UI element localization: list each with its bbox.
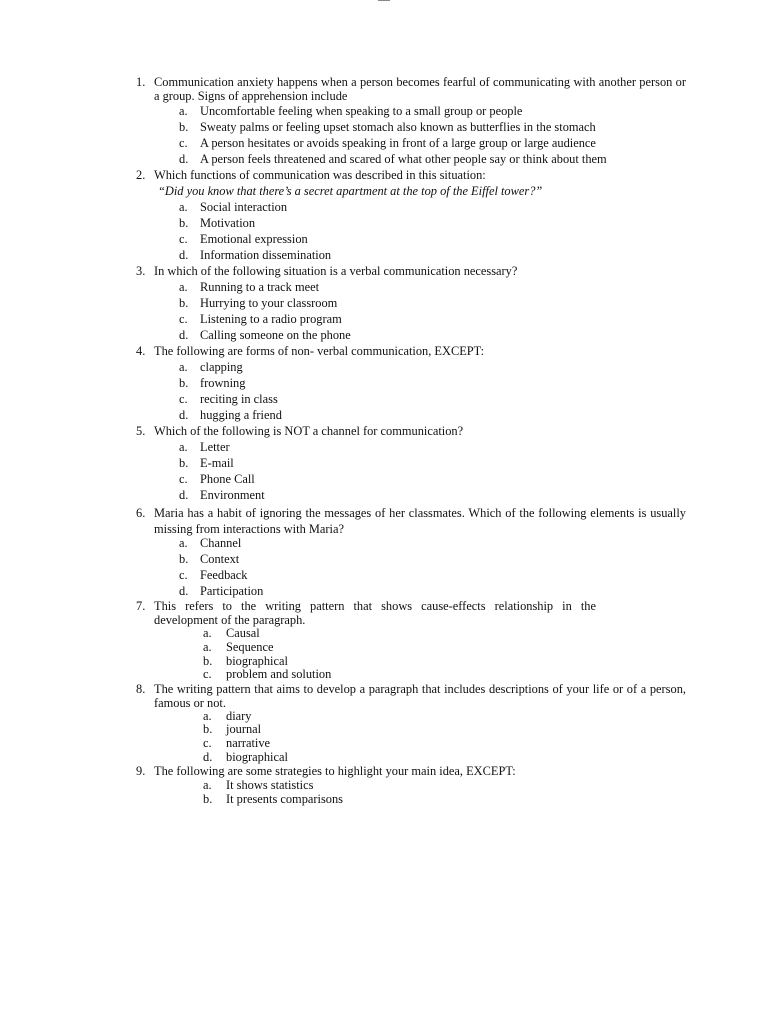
option-2c: [179, 233, 308, 247]
question-4: [136, 345, 686, 359]
option-text: It presents comparisons: [226, 792, 343, 806]
option-5c: [179, 473, 255, 487]
option-letter: d.: [179, 328, 189, 342]
option-1d: [179, 153, 607, 167]
option-text: Causal: [226, 626, 260, 640]
option-text: biographical: [226, 750, 288, 764]
option-text: reciting in class: [200, 392, 278, 406]
question-1: [136, 76, 686, 103]
question-number: 2.: [136, 168, 146, 182]
option-letter: a.: [203, 626, 212, 640]
option-letter: c.: [203, 667, 212, 681]
question-number: 3.: [136, 264, 146, 278]
option-letter: b.: [179, 456, 189, 470]
option-2b: [179, 217, 255, 231]
option-text: E-mail: [200, 456, 234, 470]
option-letter: a.: [203, 709, 212, 723]
option-letter: b.: [179, 216, 189, 230]
option-text: Hurrying to your classroom: [200, 296, 338, 310]
option-letter: a.: [203, 778, 212, 792]
option-letter: a.: [179, 360, 188, 374]
option-letter: c.: [179, 312, 188, 326]
option-letter: c.: [179, 568, 188, 582]
option-text: hugging a friend: [200, 408, 282, 422]
question-number: 5.: [136, 424, 146, 438]
option-letter: b.: [179, 120, 189, 134]
question-text: The following are forms of non- verbal communication, EXCEPT:: [154, 344, 485, 358]
option-9b: [203, 793, 343, 807]
option-6c: [179, 569, 247, 583]
option-4b: [179, 377, 245, 391]
question-number: 7.: [136, 599, 146, 613]
question-number: 1.: [136, 75, 146, 89]
option-text: biographical: [226, 654, 288, 668]
option-6d: [179, 585, 263, 599]
option-7b: [203, 641, 273, 655]
option-3a: [179, 281, 319, 295]
option-text: Phone Call: [200, 472, 255, 486]
option-text: narrative: [226, 736, 271, 750]
question-text: Maria has a habit of ignoring the messages of her classmates. Which of the following elements is usually missing from interactions with Maria?: [154, 506, 686, 536]
option-letter: d.: [179, 408, 189, 422]
option-letter: b.: [179, 296, 189, 310]
option-letter: c.: [179, 232, 188, 246]
question-text: Communication anxiety happens when a person becomes fearful of communicating with another person or a group. Signs of apprehension include: [154, 75, 686, 103]
option-text: journal: [226, 722, 262, 736]
option-letter: a.: [179, 440, 188, 454]
option-text: Letter: [200, 440, 230, 454]
option-text: diary: [226, 709, 252, 723]
option-letter: d.: [179, 248, 189, 262]
option-letter: a.: [203, 640, 212, 654]
option-3d: [179, 329, 351, 343]
option-letter: b.: [203, 722, 213, 736]
option-text: Emotional expression: [200, 232, 308, 246]
option-text: problem and solution: [226, 667, 332, 681]
option-letter: d.: [179, 584, 189, 598]
option-text: Participation: [200, 584, 264, 598]
question-6: [136, 505, 686, 537]
option-1a: [179, 105, 522, 119]
option-8d: [203, 751, 288, 765]
option-4a: [179, 361, 243, 375]
option-text: Environment: [200, 488, 265, 502]
option-7d: [203, 668, 331, 682]
option-1b: [179, 121, 596, 135]
option-6a: [179, 537, 241, 551]
option-letter: a.: [179, 536, 188, 550]
question-text: In which of the following situation is a verbal communication necessary?: [154, 264, 518, 278]
option-letter: b.: [179, 376, 189, 390]
option-9a: [203, 779, 313, 793]
option-text: Context: [200, 552, 240, 566]
question-8: [136, 682, 686, 710]
option-1c: [179, 137, 596, 151]
question-2: [136, 169, 686, 198]
question-number: 9.: [136, 764, 146, 778]
question-number: 6.: [136, 506, 146, 520]
question-text: This refers to the writing pattern that shows cause-effects relationship in the development of the paragraph.: [154, 599, 596, 627]
option-text: A person hesitates or avoids speaking in front of a large group or large audience: [200, 136, 596, 150]
option-letter: a.: [179, 280, 188, 294]
option-letter: c.: [179, 472, 188, 486]
question-7: [136, 599, 596, 627]
option-8b: [203, 723, 261, 737]
option-6b: [179, 553, 239, 567]
option-text: A person feels threatened and scared of what other people say or think about them: [200, 152, 607, 166]
situation-quote: “Did you know that there’s a secret apartment at the top of the Eiffel tower?”: [158, 183, 543, 198]
page-top-mark: [378, 0, 390, 1]
option-text: Uncomfortable feeling when speaking to a small group or people: [200, 104, 523, 118]
option-text: Calling someone on the phone: [200, 328, 351, 342]
option-letter: d.: [203, 750, 213, 764]
option-3c: [179, 313, 342, 327]
question-3: [136, 265, 686, 279]
option-letter: c.: [179, 136, 188, 150]
option-4d: [179, 409, 282, 423]
option-letter: d.: [179, 488, 189, 502]
option-2d: [179, 249, 331, 263]
option-text: Social interaction: [200, 200, 288, 214]
option-text: Feedback: [200, 568, 248, 582]
option-8c: [203, 737, 270, 751]
question-9: [136, 765, 686, 779]
option-5a: [179, 441, 230, 455]
option-text: It shows statistics: [226, 778, 314, 792]
option-text: clapping: [200, 360, 243, 374]
option-text: Channel: [200, 536, 242, 550]
option-text: Sweaty palms or feeling upset stomach also known as butterflies in the stomach: [200, 120, 596, 134]
question-text: Which functions of communication was described in this situation:: [154, 168, 486, 182]
option-text: Information dissemination: [200, 248, 332, 262]
option-7a: [203, 627, 260, 641]
question-text: The following are some strategies to highlight your main idea, EXCEPT:: [154, 764, 516, 778]
option-3b: [179, 297, 337, 311]
option-letter: a.: [179, 104, 188, 118]
question-5: [136, 425, 686, 439]
option-letter: d.: [179, 152, 189, 166]
option-5d: [179, 489, 265, 503]
question-text: Which of the following is NOT a channel for communication?: [154, 424, 464, 438]
option-text: Listening to a radio program: [200, 312, 342, 326]
option-letter: b.: [203, 654, 213, 668]
option-text: Running to a track meet: [200, 280, 320, 294]
option-text: frowning: [200, 376, 246, 390]
option-letter: b.: [179, 552, 189, 566]
option-letter: c.: [203, 736, 212, 750]
question-text: The writing pattern that aims to develop a paragraph that includes descriptions of your life or of a person, famous or not.: [154, 682, 686, 710]
option-letter: a.: [179, 200, 188, 214]
question-number: 8.: [136, 682, 146, 696]
option-letter: b.: [203, 792, 213, 806]
question-number: 4.: [136, 344, 146, 358]
option-4c: [179, 393, 278, 407]
option-2a: [179, 201, 287, 215]
option-5b: [179, 457, 234, 471]
option-text: Motivation: [200, 216, 256, 230]
option-letter: c.: [179, 392, 188, 406]
option-text: Sequence: [226, 640, 274, 654]
